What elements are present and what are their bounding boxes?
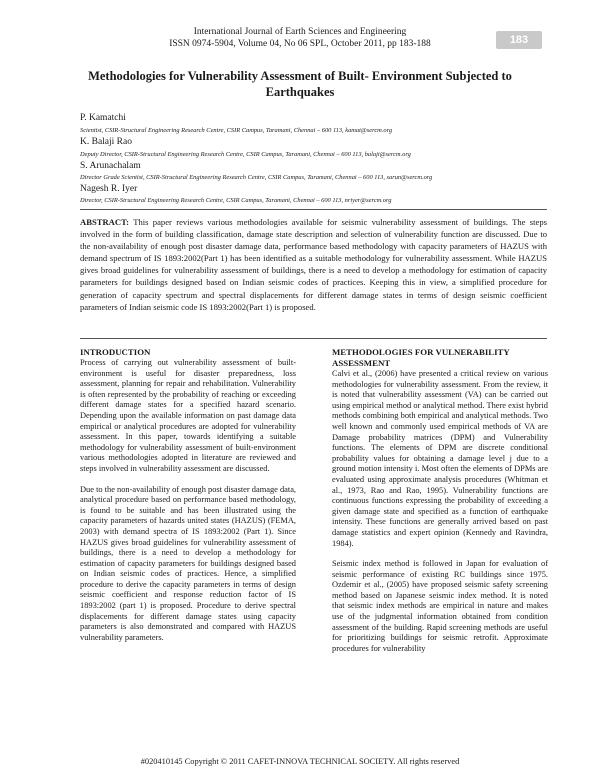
author-affiliation: Director, CSIR-Structural Engineering Research Centre, CSIR Campus, Taramani, Chennai – 600 113, nriyer@sercm.org	[80, 197, 392, 204]
page-number-badge: 183	[496, 31, 542, 49]
author-affiliation: Director Grade Scientist, CSIR-Structural Engineering Research Centre, CSIR Campus, Taramani, Chennai – 600 113, sarun@sercm.org	[80, 174, 433, 181]
paragraph: Seismic index method is followed in Japan for evaluation of seismic performance of existing RC buildings since 1975. Ozdemir et al., (2005) have proposed seismic safety screening method based on Japanese seismic index method. It is noted that seismic index methods are empirical in nature and makes use of the judgmental information obtained from condition assessment of the building. Rapid screening methods are useful for prioritizing buildings for seismic retrofit. Approximate procedures for vulnerability	[332, 559, 548, 653]
paragraph: Due to the non-availability of enough post disaster damage data, analytical procedure based on performance based methodology, is found to be suitable and has been illustrated using the capacity parameters of hazards united states (HAZUS) (FEMA, 2003) with demand spectra of IS 1893:2002 (Part 1). Since HAZUS gives broad guidelines for vulnerability assessment of buildings, there is a need to develop a methodology for estimation of capacity parameters for buildings designed based on Indian seismic codes of practices. Hence, a simplified procedure to derive the capacity parameters in terms of design seismic coefficient and response reduction factor of IS 1893:2002 (part 1) is proposed. Procedure to derive spectral displacements for different damage states using capacity parameters is also demonstrated and compared with HAZUS vulnerability parameters.	[80, 484, 296, 642]
author-name: K. Balaji Rao	[80, 137, 132, 147]
right-column	[332, 347, 548, 664]
divider-top	[80, 209, 547, 210]
author-name: P. Kamatchi	[80, 113, 126, 123]
divider-bottom	[80, 338, 547, 339]
copyright-footer: #020410145 Copyright © 2011 CAFET-INNOVA TECHNICAL SOCIETY. All rights reserved	[140, 757, 460, 766]
journal-name: International Journal of Earth Sciences and Engineering	[193, 27, 407, 37]
section-heading-methodologies: METHODOLOGIES FOR VULNERABILITY ASSESSMENT	[332, 347, 510, 368]
paragraph: Process of carrying out vulnerability assessment of built-environment is useful for disaster preparedness, loss assessment, planning for repair and rehabilitation. Vulnerability is often represented by the probability of reaching or exceeding different damage states for a specified hazard scenario. Depending upon the available information on past damage data empirical or analytical procedures are adopted for vulnerability assessment. In this paper, towards identifying a suitable methodology for vulnerability assessment of built-environment various methodologies adopted in literature are reviewed and steps involved in vulnerability assessment are discussed.	[80, 358, 296, 473]
author-affiliation: Deputy Director, CSIR-Structural Engineering Research Centre, CSIR Campus, Taramani, Chennai – 600 113, balaji@sercm.org	[80, 151, 411, 158]
paragraph: Calvi et al., (2006) have presented a critical review on various methodologies for vulnerability assessment. From the review, it is noted that vulnerability assessment (VA) can be carried out using empirical method or analytical method. There exist hybrid methods combining both empirical and analytical methods. Two well known and commonly used empirical methods of VA are Damage probability matrices (DPM) and Vulnerability functions. The elements of DPM are discrete conditional probability values for obtaining a damage level j due to a ground motion intensity i. Most often the elements of DPMs are evaluated using approximate analysis procedures (Whitman et al., 1973, Rao and Rao, 1995). Vulnerability functions are continuous functions expressing the probability of exceeding a given damage state and specified as a function of earthquake intensity. These functions are generally arrived based on past damage statistics and expert opinion (Kennedy and Ravindra, 1984).	[332, 369, 548, 548]
author-name: Nagesh R. Iyer	[80, 184, 138, 194]
paper-title: Methodologies for Vulnerability Assessment of Built- Environment Subjected to Earthquakes	[88, 69, 512, 99]
abstract-label: ABSTRACT:	[80, 217, 130, 227]
abstract	[80, 216, 547, 313]
author-name: S. Arunachalam	[80, 161, 141, 171]
section-heading-introduction: INTRODUCTION	[80, 347, 151, 357]
left-column	[80, 347, 296, 653]
author-affiliation: Scientist, CSIR-Structural Engineering Research Centre, CSIR Campus, Taramani, Chennai – 600 113, kamat@sercm.org	[80, 127, 393, 134]
abstract-text: This paper reviews various methodologies available for seismic vulnerability assessment of buildings. The steps involved in the form of building classification, damage state description and selection of vulnerability function are discussed. Due to the non-availability of enough post disaster damage data, performance based methodology with capacity parameters of HAZUS with demand spectrum of IS 1893:2002(Part 1) has been identified as a suitable methodology for vulnerability assessment. While HAZUS gives broad guidelines for vulnerability assessment of buildings, there is a need to develop a methodology for estimation of capacity parameters for buildings designed based on Indian seismic codes of practices. Keeping this in view, a simplified procedure for generation of capacity spectrum and spectral displacements for different damage states in terms of design seismic coefficient parameters of Indian seismic code IS 1893:2002(Part 1) is proposed.	[80, 217, 547, 312]
issn-line: ISSN 0974-5904, Volume 04, No 06 SPL, October 2011, pp 183-188	[169, 39, 431, 49]
